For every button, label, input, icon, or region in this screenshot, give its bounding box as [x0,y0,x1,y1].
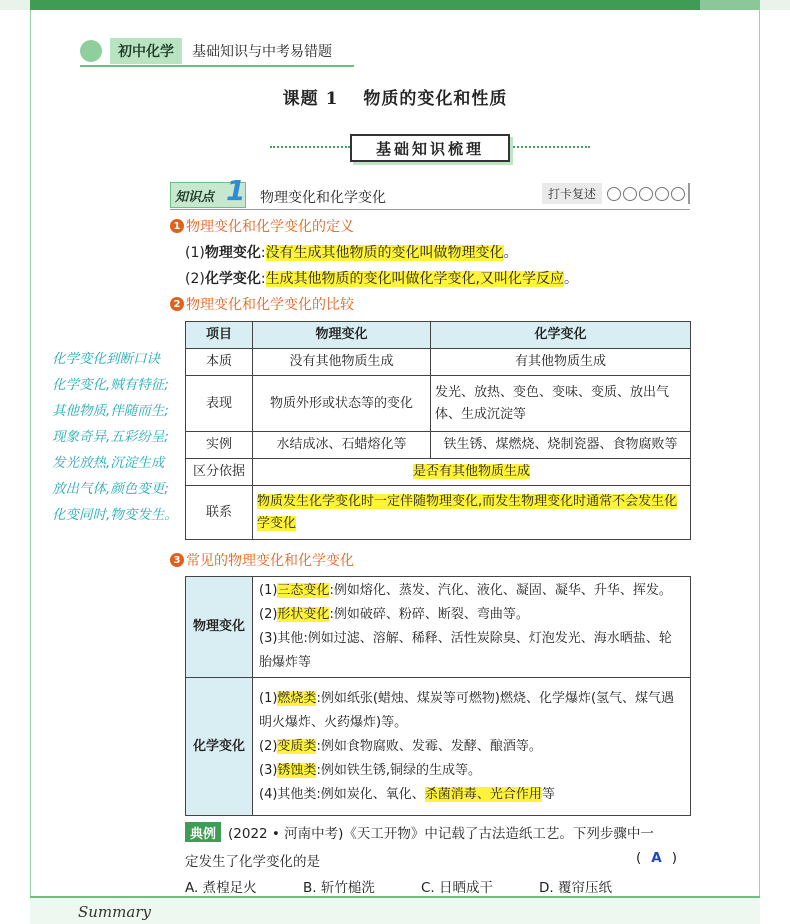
row-label: 实例 [186,432,253,459]
table-row [186,459,691,486]
option-a[interactable]: A. 煮楻足火 [185,880,257,896]
colon: : [260,271,266,287]
column-header: 物理变化 [253,322,431,349]
footer-summary-label: Summary [78,903,151,921]
bracket-close: ) [671,850,678,866]
definition-chemical [185,268,578,288]
knowledge-point-row [170,174,690,210]
highlighted-key: 变质类 [277,738,317,754]
option-c[interactable]: C. 日晒成干 [421,880,494,896]
table-cell [253,459,691,486]
list-item [259,687,684,735]
checkin-circle-icon[interactable] [607,187,621,201]
row-label: 联系 [186,486,253,540]
item-prefix: (3) [259,631,278,646]
highlighted-key: 燃烧类 [277,690,317,706]
table-cell: 铁生锈、煤燃烧、烧制瓷器、食物腐败等 [431,432,691,459]
highlighted-key: 光合作用 [489,786,542,802]
subheading-comparison [170,294,354,314]
checkin-circle-icon[interactable] [671,187,685,201]
table-row [186,678,691,816]
circle-icon [80,40,102,62]
subheading-definition [170,216,354,236]
item-prefix: (2) [185,271,205,287]
list-item [259,579,684,603]
option-b[interactable]: B. 斩竹槌洗 [303,880,375,896]
item-text: :例如纸张(蜡烛、煤炭等可燃物)燃烧、化学爆炸(氢气、煤气遇明火爆炸、火药爆炸)等。 [259,690,675,730]
top-bar [30,0,760,10]
checkin-box [542,183,690,204]
example-question-line1: (2022 • 河南中考)《天工开物》中记载了古法造纸工艺。下列步骤中一 [228,826,654,842]
table-row [186,486,691,540]
row-label: 本质 [186,349,253,376]
lesson-title: 课题 1 物质的变化和性质 [282,89,508,109]
comparison-table [185,321,691,540]
answer-value: A [651,850,662,866]
item-text: 其他:例如过滤、溶解、稀释、活性炭除臭、灯泡发光、海水晒盐、轮胎爆炸等 [259,631,672,670]
handwritten-margin-note [52,346,184,528]
checkin-circle-icon[interactable] [655,187,669,201]
definition-physical [185,242,518,262]
item-text: :例如熔化、蒸发、汽化、液化、凝固、凝华、升华、挥发。 [329,583,672,598]
example-badge: 典例 [185,822,221,842]
item-prefix: (1) [259,583,278,598]
table-row [186,432,691,459]
note-line: 化学变化,贼有特征; [52,377,169,393]
example-question-line2: 定发生了化学变化的是 [185,854,320,870]
note-line: 化学变化到断口诀 [52,351,160,367]
note-line: 发光放热,沉淀生成 [52,455,165,471]
section-title-block [270,134,590,162]
item-text: :例如食物腐败、发霉、发酵、酿酒等。 [316,738,542,754]
section-title: 基础知识梳理 [350,134,510,162]
table-cell: 有其他物质生成 [431,349,691,376]
note-line: 放出气体,颜色变更; [52,481,169,497]
table-cell: 水结成冰、石蜡熔化等 [253,432,431,459]
list-item [259,759,684,783]
term: 化学变化 [204,271,261,287]
table-header-row [186,322,691,349]
table-row [186,376,691,432]
item-prefix: (1) [185,245,205,261]
list-item [259,735,684,759]
option-d[interactable]: D. 覆帘压纸 [539,880,612,896]
row-label: 区分依据 [186,459,253,486]
answer-bracket [636,850,677,866]
item-text: :例如破碎、粉碎、断裂、弯曲等。 [329,607,529,622]
checkin-circle-icon[interactable] [639,187,653,201]
subheading-text: 物理变化和化学变化的定义 [186,219,354,235]
highlighted-text: 是否有其他物质生成 [412,464,530,479]
number-badge-icon: 1 [170,219,184,233]
period: 。 [564,271,579,287]
knowledge-point-badge: 知识点 [170,182,246,208]
highlighted-key: 形状变化 [277,607,330,622]
item-prefix: (2) [259,607,278,622]
bracket-open: ( [636,850,642,866]
note-line: 现象奇异,五彩纷呈; [52,429,169,445]
page-footer [30,896,760,924]
note-line: 化变同时,物变发生。 [52,507,178,523]
knowledge-point-underline [170,209,690,210]
category-label: 物理变化 [186,577,253,678]
top-band [0,0,790,10]
header-underline [80,65,354,67]
highlighted-definition: 生成其他物质的变化叫做化学变化,又叫化学反应 [265,271,565,287]
item-prefix: (1) [259,690,278,706]
table-cell: 发光、放热、变色、变味、变质、放出气体、生成沉淀等 [431,376,691,432]
subheading-text: 常见的物理变化和化学变化 [186,553,354,569]
category-label: 化学变化 [186,678,253,816]
table-row [186,577,691,678]
dotted-divider [270,146,350,148]
checkin-circle-icon[interactable] [623,187,637,201]
category-body [253,678,691,816]
item-text: :例如铁生锈,铜绿的生成等。 [316,762,481,778]
number-badge-icon: 2 [170,297,184,311]
column-header: 项目 [186,322,253,349]
subheading-common [170,550,354,570]
table-cell: 没有其他物质生成 [253,349,431,376]
item-text: (4)其他类:例如炭化、氧化、 [259,786,425,802]
term: 物理变化 [204,245,261,261]
item-prefix: (3) [259,762,278,778]
knowledge-point-title: 物理变化和化学变化 [260,190,386,206]
highlighted-text: 物质发生化学变化时一定伴随物理变化,而发生物理变化时通常不会发生化学变化 [257,493,678,531]
number-badge-icon: 3 [170,553,184,567]
note-line: 其他物质,伴随而生; [52,403,169,419]
page-header [80,38,332,64]
row-label: 表现 [186,376,253,432]
column-header: 化学变化 [431,322,691,349]
table-row [186,349,691,376]
book-subtitle: 基础知识与中考易错题 [192,44,332,60]
table-cell: 物质外形或状态等的变化 [253,376,431,432]
category-body [253,577,691,678]
highlighted-key: 锈蚀类 [277,762,317,778]
separator: 、 [476,786,490,802]
list-item [259,783,684,807]
top-bar-accent [700,0,760,10]
subject-tag: 初中化学 [110,38,182,64]
knowledge-point-number: 1 [226,174,246,207]
dotted-divider [510,146,590,148]
highlighted-definition: 没有生成其他物质的变化叫做物理变化 [265,245,504,261]
highlighted-key: 三态变化 [277,583,330,598]
item-prefix: (2) [259,738,278,754]
list-item [259,627,684,675]
period: 。 [503,245,518,261]
table-cell [253,486,691,540]
item-text: 等 [541,786,555,802]
list-item [259,603,684,627]
highlighted-key: 杀菌消毒 [424,786,477,802]
subheading-text: 物理变化和化学变化的比较 [186,297,354,313]
colon: : [260,245,266,261]
checkin-label: 打卡复述 [542,183,602,204]
common-changes-table [185,576,691,816]
